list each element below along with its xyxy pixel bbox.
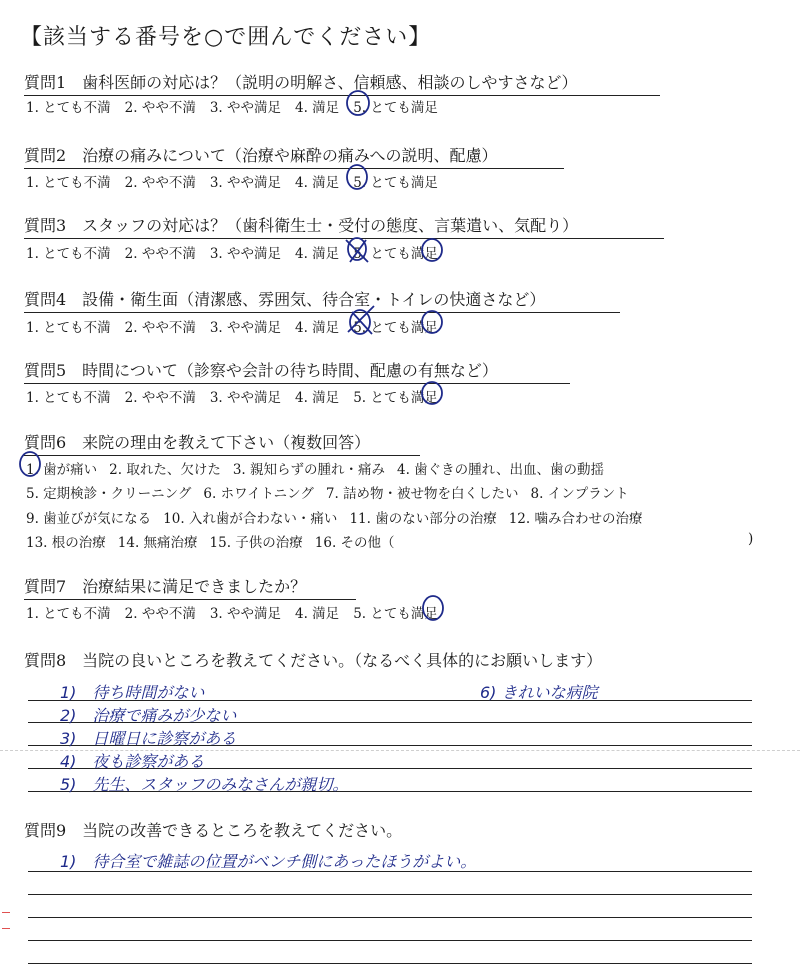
q2-option-2[interactable]: 2. やや不満 xyxy=(124,175,196,191)
question-4-title: 質問4 設備・衛生面（清潔感、雰囲気、待合室・トイレの快適さなど） xyxy=(24,287,620,313)
question-2-options xyxy=(26,171,452,191)
q3-option-1[interactable]: 1. とても不満 xyxy=(26,246,111,262)
paper-fold xyxy=(0,750,800,751)
question-5-options xyxy=(26,386,452,406)
edge-mark xyxy=(2,912,10,913)
q2-option-3[interactable]: 3. やや満足 xyxy=(209,175,282,191)
q6-option-9[interactable]: 9. 歯並びが気になる xyxy=(26,511,152,527)
question-2-title: 質問2 治療の痛みについて（治療や麻酔の痛みへの説明、配慮） xyxy=(24,143,564,169)
question-6-row-3 xyxy=(26,507,654,527)
q6-option-4[interactable]: 4. 歯ぐきの腫れ、出血、歯の動揺 xyxy=(397,462,604,478)
q7-option-1[interactable]: 1. とても不満 xyxy=(26,606,111,622)
question-7-title: 質問7 治療結果に満足できましたか？ xyxy=(24,574,356,600)
question-1-options xyxy=(26,96,452,116)
q8-answer-3[interactable]: 3) 日曜日に診察がある xyxy=(60,729,237,748)
q6-option-5[interactable]: 5. 定期検診・クリーニング xyxy=(26,486,192,502)
question-5-title: 質問5 時間について（診察や会計の待ち時間、配慮の有無など） xyxy=(24,358,570,384)
question-1-title: 質問1 歯科医師の対応は？（説明の明解さ、信頼感、相談のしやすさなど） xyxy=(24,70,660,96)
q3-option-2[interactable]: 2. やや不満 xyxy=(124,246,196,262)
q4-option-4[interactable]: 4. 満足 xyxy=(295,320,340,336)
q6-option-6[interactable]: 6. ホワイトニング xyxy=(203,486,314,502)
q2-option-1[interactable]: 1. とても不満 xyxy=(26,175,111,191)
q6-option-3[interactable]: 3. 親知らずの腫れ・痛み xyxy=(232,462,386,478)
form-header: 【該当する番号を○で囲んでください】 xyxy=(20,25,432,50)
q6-option-2[interactable]: 2. 取れた、欠けた xyxy=(109,462,221,478)
answer-line xyxy=(28,940,752,941)
q7-option-2[interactable]: 2. やや不満 xyxy=(124,606,196,622)
q1-option-5[interactable]: 5. とても満足 xyxy=(353,100,438,116)
q6-option-14[interactable]: 14. 無痛治療 xyxy=(117,535,198,551)
question-6-row-1 xyxy=(26,458,616,478)
q7-option-4[interactable]: 4. 満足 xyxy=(295,606,340,622)
q2-option-5[interactable]: 5. とても満足 xyxy=(353,175,438,191)
q1-option-2[interactable]: 2. やや不満 xyxy=(124,100,196,116)
question-8-title: 質問8 当院の良いところを教えてください。（なるべく具体的にお願いします） xyxy=(24,651,603,670)
edge-mark xyxy=(2,928,10,929)
q4-option-3[interactable]: 3. やや満足 xyxy=(209,320,282,336)
q6-option-1[interactable]: 1. 歯が痛い xyxy=(26,462,98,478)
q5-option-1[interactable]: 1. とても不満 xyxy=(26,390,111,406)
question-4-options xyxy=(26,316,452,336)
answer-line xyxy=(28,917,752,918)
q6-option-13[interactable]: 13. 根の治療 xyxy=(26,535,106,551)
q2-option-4[interactable]: 4. 満足 xyxy=(295,175,340,191)
question-3-title: 質問3 スタッフの対応は？（歯科衛生士・受付の態度、言葉遣い、気配り） xyxy=(24,213,664,239)
q5-option-3[interactable]: 3. やや満足 xyxy=(209,390,282,406)
question-9-title: 質問9 当院の改善できるところを教えてください。 xyxy=(24,821,403,840)
q3-option-5[interactable]: 5. とても満足 xyxy=(353,246,438,262)
q6-option-16[interactable]: 16. その他（ xyxy=(314,535,395,551)
q5-option-5[interactable]: 5. とても満足 xyxy=(353,390,438,406)
question-6-row-4 xyxy=(26,531,407,551)
q5-option-4[interactable]: 4. 満足 xyxy=(295,390,340,406)
question-6-row-2 xyxy=(26,482,641,502)
q8-answer-2[interactable]: 2) 治療で痛みが少ない xyxy=(60,706,237,725)
q6-option-7[interactable]: 7. 詰め物・被せ物を白くしたい xyxy=(325,486,519,502)
q7-option-5[interactable]: 5. とても満足 xyxy=(353,606,438,622)
question-3-options xyxy=(26,242,452,262)
q4-option-1[interactable]: 1. とても不満 xyxy=(26,320,111,336)
q7-option-3[interactable]: 3. やや満足 xyxy=(209,606,282,622)
question-6-title: 質問6 来院の理由を教えて下さい（複数回答） xyxy=(24,430,420,456)
q8-answer-5[interactable]: 5) 先生、スタッフのみなさんが親切。 xyxy=(60,775,349,794)
q3-option-3[interactable]: 3. やや満足 xyxy=(209,246,282,262)
q9-answer-1[interactable]: 1) 待合室で雑誌の位置がベンチ側にあったほうがよい。 xyxy=(60,852,477,871)
answer-line xyxy=(28,963,752,964)
question-7-options xyxy=(26,602,452,622)
q6-option-11[interactable]: 11. 歯のない部分の治療 xyxy=(349,511,497,527)
q6-option-15[interactable]: 15. 子供の治療 xyxy=(209,535,303,551)
q4-option-5[interactable]: 5. とても満足 xyxy=(353,320,438,336)
q6-other-close-paren: ) xyxy=(748,531,754,547)
q8-answer-6[interactable]: 6) きれいな病院 xyxy=(480,683,598,702)
q6-option-10[interactable]: 10. 入れ歯が合わない・痛い xyxy=(163,511,338,527)
q8-answer-4[interactable]: 4) 夜も診察がある xyxy=(60,752,205,771)
q6-option-12[interactable]: 12. 噛み合わせの治療 xyxy=(508,511,643,527)
q4-option-2[interactable]: 2. やや不満 xyxy=(124,320,196,336)
q8-answer-1[interactable]: 1) 待ち時間がない xyxy=(60,683,205,702)
q1-option-1[interactable]: 1. とても不満 xyxy=(26,100,111,116)
answer-line xyxy=(28,894,752,895)
q6-option-8[interactable]: 8. インプラント xyxy=(530,486,629,502)
q1-option-4[interactable]: 4. 満足 xyxy=(295,100,340,116)
q5-option-2[interactable]: 2. やや不満 xyxy=(124,390,196,406)
q1-option-3[interactable]: 3. やや満足 xyxy=(209,100,282,116)
q3-option-4[interactable]: 4. 満足 xyxy=(295,246,340,262)
